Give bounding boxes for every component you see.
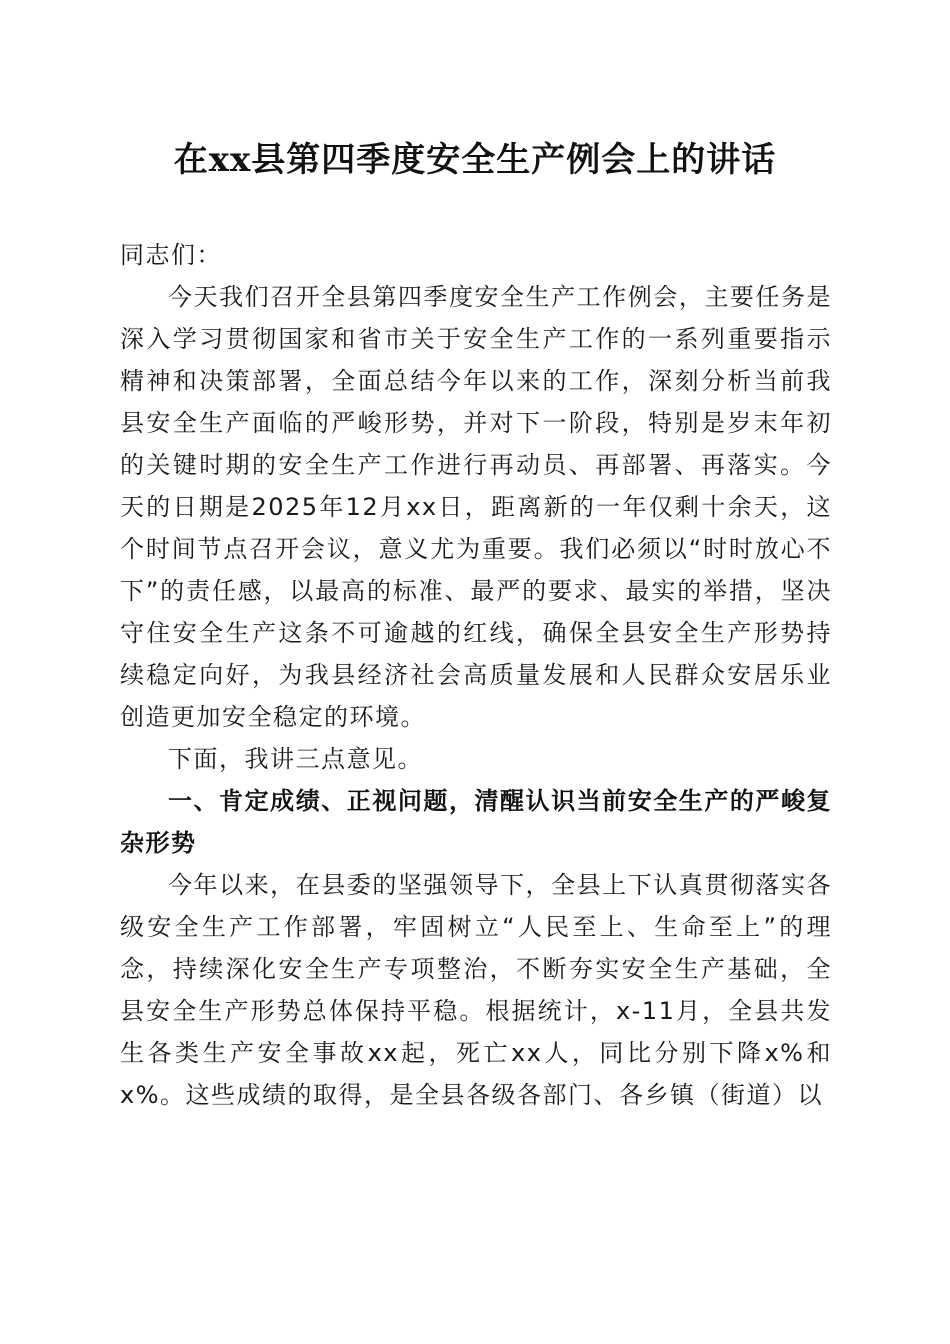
document-body <box>120 234 832 1116</box>
salutation: 同志们： <box>120 241 222 269</box>
paragraph-section-1: 今年以来，在县委的坚强领导下，全县上下认真贯彻落实各级安全生产工作部署，牢固树立“人民至上、生命至上”的理念，持续深化安全生产专项整治，不断夯实安全生产基础，全县安全生产形势总体保持平稳。根据统计，x-11月，全县共发生各类生产安全事故xx起，死亡xx人，同比分别下降x%和x%。这些成绩的取得，是全县各级各部门、各乡镇（街道）以 <box>120 871 832 1109</box>
document-title: 在xx县第四季度安全生产例会上的讲话 <box>173 140 777 180</box>
section-heading-1: 一、肯定成绩、正视问题，清醒认识当前安全生产的严峻复杂形势 <box>120 787 832 857</box>
paragraph-intro-points: 下面，我讲三点意见。 <box>168 745 423 773</box>
paragraph-opening: 今天我们召开全县第四季度安全生产工作例会，主要任务是深入学习贯彻国家和省市关于安全生产工作的一系列重要指示精神和决策部署，全面总结今年以来的工作，深刻分析当前我县安全生产面临的严峻形势，并对下一阶段，特别是岁末年初的关键时期的安全生产工作进行再动员、再部署、再落实。今天的日期是2025年12月xx日，距离新的一年仅剩十余天，这个时间节点召开会议，意义尤为重要。我们必须以“时时放心不下”的责任感，以最高的标准、最严的要求、最实的举措，坚决守住安全生产这条不可逾越的红线，确保全县安全生产形势持续稳定向好，为我县经济社会高质量发展和人民群众安居乐业创造更加安全稳定的环境。 <box>120 283 832 731</box>
